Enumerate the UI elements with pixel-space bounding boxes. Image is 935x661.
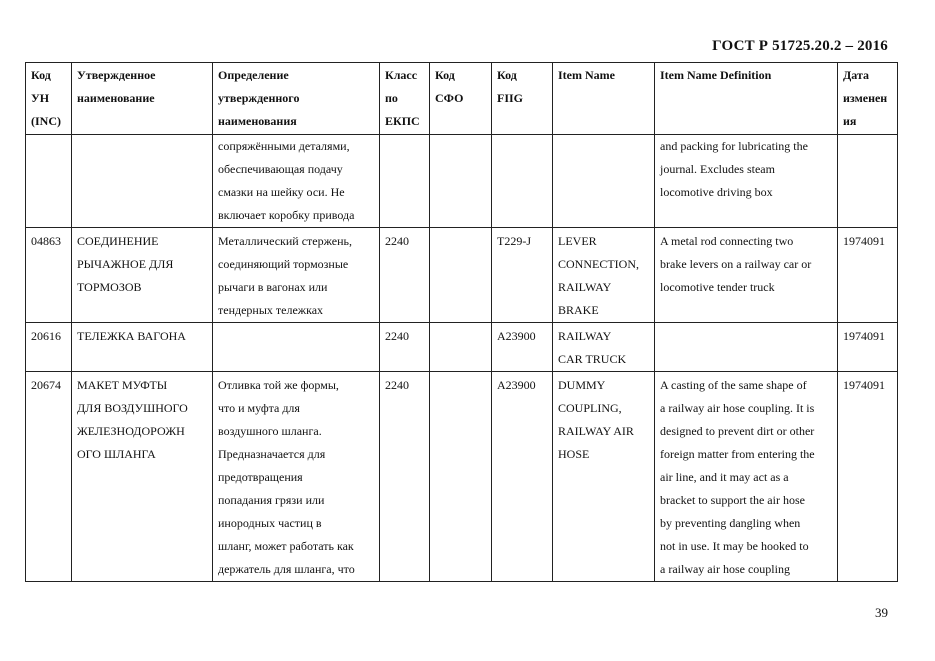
cell-sfo xyxy=(430,372,492,582)
cell-text-line: 1974091 xyxy=(843,378,885,392)
cell-change-date xyxy=(838,323,898,372)
cell-text-line: RAILWAY AIR xyxy=(558,424,634,438)
cell-text-line: 2240 xyxy=(385,329,409,343)
cell-text-line: HOSE xyxy=(558,447,590,461)
cell-text-line: смазки на шейку оси. Не xyxy=(218,185,345,199)
cell-text-line: 20616 xyxy=(31,329,61,343)
column-header-item-name: Item Name xyxy=(553,63,655,135)
cell-text-line: locomotive tender truck xyxy=(660,280,775,294)
cell-text-line: A casting of the same shape of xyxy=(660,378,807,392)
cell-text-line: BRAKE xyxy=(558,303,599,317)
cell-class xyxy=(380,228,430,323)
cell-approved-name xyxy=(72,323,213,372)
column-header-inc: Код УН (INC) xyxy=(26,63,72,135)
document-header: ГОСТ Р 51725.20.2 – 2016 xyxy=(712,38,888,54)
cell-text-line: RAILWAY xyxy=(558,329,612,343)
column-header-sfo: Код СФО xyxy=(430,63,492,135)
cell-text-line: 2240 xyxy=(385,378,409,392)
cell-sfo xyxy=(430,228,492,323)
cell-text-line: not in use. It may be hooked to xyxy=(660,539,809,553)
cell-fiig xyxy=(492,135,553,228)
cell-text-line: Металлический стержень, xyxy=(218,234,352,248)
cell-fiig xyxy=(492,228,553,323)
cell-text-line: ОГО ШЛАНГА xyxy=(77,447,156,461)
reference-table xyxy=(25,62,898,582)
cell-text-line: инородных частиц в xyxy=(218,516,322,530)
column-header-definition: Определение утвержденного наименования xyxy=(213,63,380,135)
cell-text-line: соединяющий тормозные xyxy=(218,257,349,271)
cell-text-line: Отливка той же формы, xyxy=(218,378,339,392)
cell-inc xyxy=(26,228,72,323)
cell-inc xyxy=(26,323,72,372)
cell-text-line: воздушного шланга. xyxy=(218,424,322,438)
cell-text-line: brake levers on a railway car or xyxy=(660,257,812,271)
cell-text-line: ТОРМОЗОВ xyxy=(77,280,142,294)
cell-text-line: попадания грязи или xyxy=(218,493,325,507)
cell-text-line: bracket to support the air hose xyxy=(660,493,805,507)
cell-text-line: by preventing dangling when xyxy=(660,516,801,530)
cell-text-line: RAILWAY xyxy=(558,280,612,294)
cell-inc xyxy=(26,372,72,582)
cell-text-line: and packing for lubricating the xyxy=(660,139,808,153)
cell-text-line: 1974091 xyxy=(843,234,885,248)
cell-item-name xyxy=(553,135,655,228)
cell-text-line: предотвращения xyxy=(218,470,303,484)
column-header-change-date: Дата изменен ия xyxy=(838,63,898,135)
cell-item-definition xyxy=(655,323,838,372)
cell-approved-name xyxy=(72,228,213,323)
column-header-approved-name: Утвержденное наименование xyxy=(72,63,213,135)
column-header-item-definition: Item Name Definition xyxy=(655,63,838,135)
cell-item-definition xyxy=(655,135,838,228)
cell-change-date xyxy=(838,372,898,582)
cell-text-line: РЫЧАЖНОЕ ДЛЯ xyxy=(77,257,174,271)
cell-text-line: journal. Excludes steam xyxy=(660,162,775,176)
cell-item-name xyxy=(553,323,655,372)
cell-fiig xyxy=(492,372,553,582)
cell-text-line: CONNECTION, xyxy=(558,257,639,271)
cell-text-line: foreign matter from entering the xyxy=(660,447,815,461)
cell-text-line: 20674 xyxy=(31,378,61,392)
cell-approved-name xyxy=(72,135,213,228)
cell-approved-name xyxy=(72,372,213,582)
cell-text-line: тендерных тележках xyxy=(218,303,324,317)
cell-text-line: COUPLING, xyxy=(558,401,622,415)
page-number: 39 xyxy=(875,605,888,620)
cell-text-line: Предназначается для xyxy=(218,447,326,461)
table-header-row xyxy=(26,63,898,135)
cell-item-name xyxy=(553,228,655,323)
cell-text-line: ЖЕЛЕЗНОДОРОЖН xyxy=(77,424,185,438)
cell-fiig xyxy=(492,323,553,372)
cell-text-line: A23900 xyxy=(497,378,536,392)
cell-text-line: ДЛЯ ВОЗДУШНОГО xyxy=(77,401,188,415)
cell-item-definition xyxy=(655,228,838,323)
cell-item-name xyxy=(553,372,655,582)
cell-inc xyxy=(26,135,72,228)
cell-change-date xyxy=(838,228,898,323)
table-body xyxy=(26,135,898,582)
cell-change-date xyxy=(838,135,898,228)
cell-text-line: LEVER xyxy=(558,234,597,248)
column-header-fiig: Код FIIG xyxy=(492,63,553,135)
cell-text-line: МАКЕТ МУФТЫ xyxy=(77,378,168,392)
cell-text-line: a railway air hose coupling xyxy=(660,562,790,576)
cell-text-line: 04863 xyxy=(31,234,61,248)
cell-text-line: рычаги в вагонах или xyxy=(218,280,328,294)
cell-text-line: air line, and it may act as a xyxy=(660,470,789,484)
cell-text-line: A23900 xyxy=(497,329,536,343)
cell-text-line: A metal rod connecting two xyxy=(660,234,794,248)
table-row xyxy=(26,323,898,372)
cell-text-line: a railway air hose coupling. It is xyxy=(660,401,815,415)
cell-text-line: 2240 xyxy=(385,234,409,248)
cell-text-line: обеспечивающая подачу xyxy=(218,162,343,176)
cell-text-line: T229-J xyxy=(497,234,531,248)
cell-item-definition xyxy=(655,372,838,582)
cell-definition xyxy=(213,372,380,582)
cell-text-line: держатель для шланга, что xyxy=(218,562,355,576)
cell-text-line: сопряжёнными деталями, xyxy=(218,139,350,153)
cell-definition xyxy=(213,228,380,323)
cell-class xyxy=(380,323,430,372)
table-row xyxy=(26,135,898,228)
cell-definition xyxy=(213,135,380,228)
cell-text-line: шланг, может работать как xyxy=(218,539,354,553)
cell-text-line: ТЕЛЕЖКА ВАГОНА xyxy=(77,329,186,343)
cell-text-line: DUMMY xyxy=(558,378,606,392)
cell-text-line: CAR TRUCK xyxy=(558,352,627,366)
cell-text-line: 1974091 xyxy=(843,329,885,343)
table-row xyxy=(26,228,898,323)
cell-class xyxy=(380,372,430,582)
cell-text-line: locomotive driving box xyxy=(660,185,773,199)
cell-sfo xyxy=(430,323,492,372)
cell-class xyxy=(380,135,430,228)
cell-sfo xyxy=(430,135,492,228)
table-row xyxy=(26,372,898,582)
cell-text-line: включает коробку привода xyxy=(218,208,355,222)
cell-text-line: designed to prevent dirt or other xyxy=(660,424,815,438)
column-header-class: Класс по ЕКПС xyxy=(380,63,430,135)
cell-text-line: что и муфта для xyxy=(218,401,300,415)
cell-definition xyxy=(213,323,380,372)
cell-text-line: СОЕДИНЕНИЕ xyxy=(77,234,159,248)
